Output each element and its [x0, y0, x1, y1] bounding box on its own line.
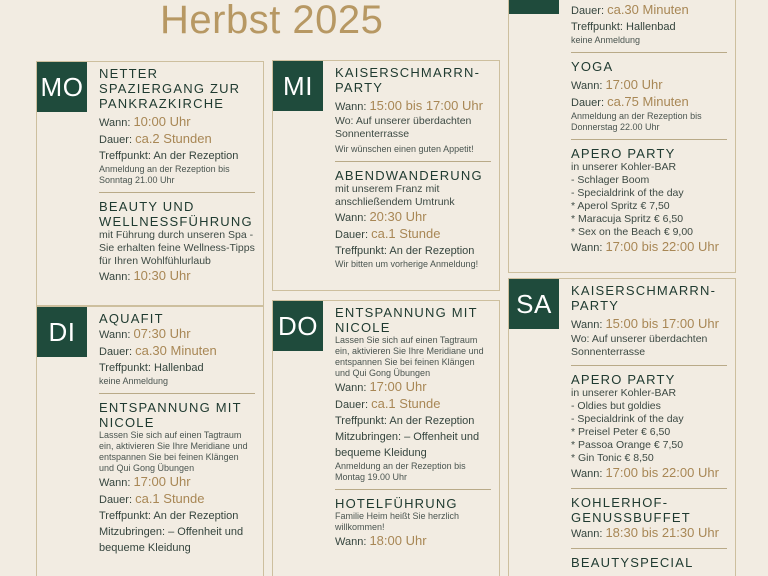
event-time: 15:00 bis 17:00 Uhr	[605, 316, 719, 331]
event-time: 17:00 Uhr	[605, 77, 663, 92]
event-time: 10:00 Uhr	[133, 114, 191, 129]
day-badge-saturday: SA	[509, 279, 559, 329]
event-note: Wir bitten um vorherige Anmeldung!	[335, 259, 479, 269]
event-apero-party: APERO PARTY in unserer Kohler-BAR - Oldies but goldies - Specialdrink of the day * Preisel Peter € 6,50 * Passoa Orange € 7,50 * Gin Tonic € 8,50 Wann: 17:00 bis 22:00 Uhr	[571, 365, 727, 488]
day-card-friday	[508, 0, 736, 273]
event-title: NETTER SPAZIERGANG ZUR PANKRAZKIRCHE	[99, 66, 241, 111]
event-desc-line: * Aperol Spritz € 7,50	[571, 200, 670, 212]
event-description: Lassen Sie sich auf einen Tagtraum ein, aktivieren Sie Ihre Meridiane und entspannen Sie bei feinen Klängen und Qui Gong Übungen	[335, 335, 484, 378]
event-time: 07:30 Uhr	[133, 326, 191, 341]
event-time: 17:00 Uhr	[369, 379, 427, 394]
event-apero-party: APERO PARTY in unserer Kohler-BAR - Schlager Boom - Specialdrink of the day * Aperol Spritz € 7,50 * Maracuja Spritz € 6,50 * Sex on the Beach € 9,00 Wann: 17:00 bis 22:00 Uhr	[571, 139, 727, 262]
event-meetingpoint: Treffpunkt: Hallenbad	[571, 21, 676, 33]
event-bring: Mitzubringen: – Offenheit und bequeme Kleidung	[335, 431, 480, 459]
event-spaziergang: NETTER SPAZIERGANG ZUR PANKRAZKIRCHE Wann: 10:00 Uhr Dauer: ca.2 Stunden Treffpunkt: An der Rezeption Anmeldung an der Rezeption bis Sonntag 21.00 Uhr	[99, 66, 255, 192]
event-title: KOHLERHOF-GENUSSBUFFET	[571, 495, 691, 525]
event-description: Familie Heim heißt Sie herzlich willkommen!	[335, 511, 460, 532]
event-aquafit: Dauer: ca.30 Minuten Treffpunkt: Hallenbad keine Anmeldung	[571, 2, 727, 52]
event-duration: ca.75 Minuten	[607, 94, 689, 109]
event-meetingpoint: Treffpunkt: An der Rezeption	[99, 510, 239, 522]
event-title: BEAUTY UND WELLNESSFÜHRUNG	[99, 199, 253, 229]
event-aquafit: AQUAFIT Wann: 07:30 Uhr Dauer: ca.30 Minuten Treffpunkt: Hallenbad keine Anmeldung	[99, 311, 255, 393]
event-title: AQUAFIT	[99, 311, 164, 326]
event-desc-line: - Specialdrink of the day	[571, 187, 684, 199]
event-title: ENTSPANNUNG MIT NICOLE	[99, 400, 242, 430]
event-bring: Mitzubringen: – Offenheit und bequeme Kleidung	[99, 526, 244, 554]
event-time: 18:30 bis 21:30 Uhr	[605, 525, 719, 540]
event-title: YOGA	[571, 59, 614, 74]
event-abendwanderung: ABENDWANDERUNG mit unserem Franz mit anschließendem Umtrunk Wann: 20:30 Uhr Dauer: ca.1 Stunde Treffpunkt: An der Rezeption Wir bitten um vorherige Anmeldung!	[335, 161, 491, 276]
event-desc-line: * Passoa Orange € 7,50	[571, 439, 684, 451]
event-kaiserschmarrn: KAISERSCHMARRN-PARTY Wann: 15:00 bis 17:00 Uhr Wo: Auf unserer überdachten Sonnenterrasse Wir wünschen einen guten Appetit!	[335, 65, 491, 161]
event-title: ENTSPANNUNG MIT NICOLE	[335, 305, 478, 335]
event-time: 15:00 bis 17:00 Uhr	[369, 98, 483, 113]
event-desc-line: - Specialdrink of the day	[571, 413, 684, 425]
event-title: BEAUTYSPECIAL	[571, 555, 694, 570]
event-beauty-fuehrung: BEAUTY UND WELLNESSFÜHRUNG mit Führung durch unseren Spa - Sie erhalten feine Wellness-Tipps für Ihren Wohlfühlurlaub Wann: 10:30 Uhr	[99, 192, 255, 291]
event-time: 17:00 Uhr	[133, 474, 191, 489]
event-desc-line: - Oldies but goldies	[571, 400, 661, 412]
day-card-tuesday	[36, 306, 264, 576]
event-meetingpoint: Treffpunkt: An der Rezeption	[335, 245, 475, 257]
event-beautyspecial	[571, 548, 727, 576]
event-desc-line: * Preisel Peter € 6,50	[571, 426, 671, 438]
day-card-saturday	[508, 278, 736, 576]
event-meetingpoint: Treffpunkt: An der Rezeption	[99, 150, 239, 162]
event-note: keine Anmeldung	[99, 376, 169, 386]
event-title: APERO PARTY	[571, 372, 676, 387]
event-duration: ca.1 Stunde	[371, 396, 441, 411]
event-note: Anmeldung an der Rezeption bis Donnerstag 22.00 Uhr	[571, 111, 702, 132]
day-badge-wednesday: MI	[273, 61, 323, 111]
event-time: 18:00 Uhr	[369, 533, 427, 548]
event-meetingpoint: Treffpunkt: An der Rezeption	[335, 415, 475, 427]
day-badge-monday: MO	[37, 62, 87, 112]
event-location: Wo: Auf unserer überdachten Sonnenterrasse	[571, 333, 708, 358]
event-desc-line: * Maracuja Spritz € 6,50	[571, 213, 684, 225]
event-description: mit unserem Franz mit anschließendem Umtrunk	[335, 183, 455, 208]
event-title: HOTELFÜHRUNG	[335, 496, 458, 511]
event-desc-line: in unserer Kohler-BAR	[571, 161, 677, 173]
event-meetingpoint: Treffpunkt: Hallenbad	[99, 362, 204, 374]
event-kaiserschmarrn: KAISERSCHMARRN-PARTY Wann: 15:00 bis 17:00 Uhr Wo: Auf unserer überdachten Sonnenterrasse	[571, 283, 727, 365]
event-entspannung: ENTSPANNUNG MIT NICOLE Lassen Sie sich auf einen Tagtraum ein, aktivieren Sie Ihre Meridiane und entspannen Sie bei feinen Klängen und Qui Gong Übungen Wann: 17:00 Uhr Dauer: ca.1 Stunde Treffpunkt: An der Rezeption Mitzubringen: – Offenheit und bequeme Kleidung Anmeldung an der Rezeption bis Montag 19.00 Uhr	[335, 305, 491, 489]
event-desc-line: * Sex on the Beach € 9,00	[571, 226, 694, 238]
event-title: KAISERSCHMARRN-PARTY	[335, 65, 481, 95]
day-badge-friday	[509, 0, 559, 14]
event-time: 10:30 Uhr	[133, 268, 191, 283]
event-title: ABENDWANDERUNG	[335, 168, 483, 183]
event-hotelfuehrung: HOTELFÜHRUNG Familie Heim heißt Sie herzlich willkommen! Wann: 18:00 Uhr	[335, 489, 491, 556]
event-duration: ca.30 Minuten	[135, 343, 217, 358]
day-badge-tuesday: DI	[37, 307, 87, 357]
event-desc-line: - Schlager Boom	[571, 174, 650, 186]
event-note: Anmeldung an der Rezeption bis Sonntag 21.00 Uhr	[99, 164, 230, 185]
event-title: APERO PARTY	[571, 146, 676, 161]
event-desc-line: * Gin Tonic € 8,50	[571, 452, 654, 464]
event-note: Anmeldung an der Rezeption bis Montag 19.00 Uhr	[335, 461, 466, 482]
event-description: mit Führung durch unseren Spa - Sie erhalten feine Wellness-Tipps für Ihren Wohlfühlurlaub	[99, 229, 255, 267]
event-time: 17:00 bis 22:00 Uhr	[605, 465, 719, 480]
event-yoga: YOGA Wann: 17:00 Uhr Dauer: ca.75 Minuten Anmeldung an der Rezeption bis Donnerstag 22.00 Uhr	[571, 52, 727, 139]
event-description: Lassen Sie sich auf einen Tagtraum ein, aktivieren Sie Ihre Meridiane und entspannen Sie bei feinen Klängen und Qui Gong Übungen	[99, 430, 248, 473]
event-duration: ca.2 Stunden	[135, 131, 212, 146]
event-genussbuffet: KOHLERHOF-GENUSSBUFFET Wann: 18:30 bis 21:30 Uhr	[571, 488, 727, 548]
day-card-monday	[36, 61, 264, 306]
event-note: keine Anmeldung	[571, 35, 641, 45]
day-badge-thursday: DO	[273, 301, 323, 351]
event-duration: ca.1 Stunde	[135, 491, 205, 506]
event-duration: ca.1 Stunde	[371, 226, 441, 241]
page-title: Herbst 2025	[160, 0, 384, 42]
event-duration: ca.30 Minuten	[607, 2, 689, 17]
day-card-thursday	[272, 300, 500, 576]
event-entspannung: ENTSPANNUNG MIT NICOLE Lassen Sie sich auf einen Tagtraum ein, aktivieren Sie Ihre Meridiane und entspannen Sie bei feinen Klängen und Qui Gong Übungen Wann: 17:00 Uhr Dauer: ca.1 Stunde Treffpunkt: An der Rezeption Mitzubringen: – Offenheit und bequeme Kleidung	[99, 393, 255, 562]
event-time: 17:00 bis 22:00 Uhr	[605, 239, 719, 254]
event-desc-line: in unserer Kohler-BAR	[571, 387, 677, 399]
event-title: KAISERSCHMARRN-PARTY	[571, 283, 717, 313]
event-note: Wir wünschen einen guten Appetit!	[335, 144, 474, 154]
event-time: 20:30 Uhr	[369, 209, 427, 224]
day-card-wednesday	[272, 60, 500, 291]
event-location: Wo: Auf unserer überdachten Sonnenterrasse	[335, 115, 472, 140]
